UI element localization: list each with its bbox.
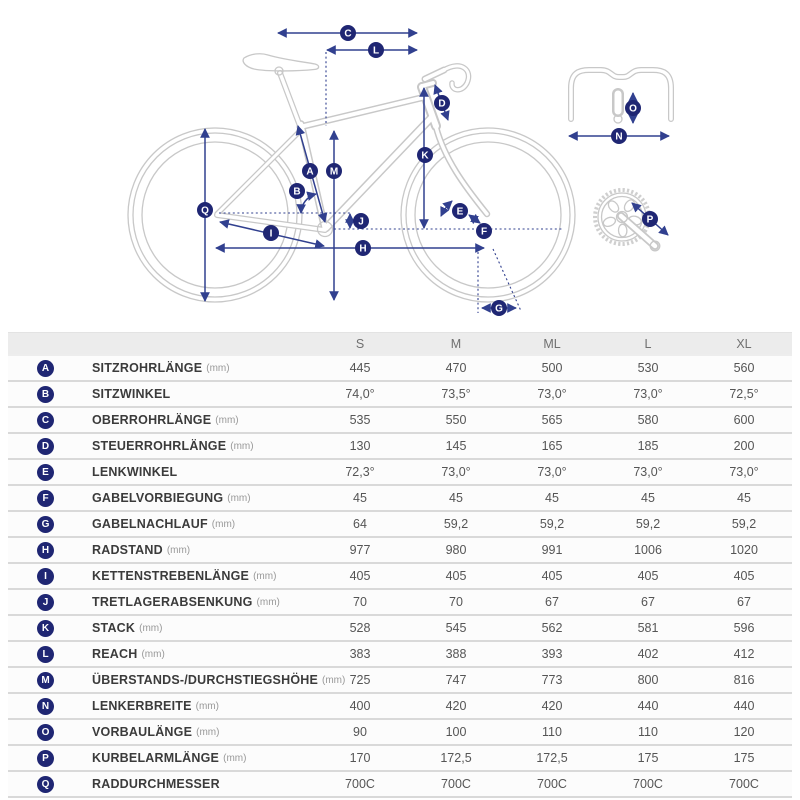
- row-label-cell: [8, 516, 312, 533]
- value-cell: 73,0°: [537, 465, 567, 479]
- value-cell: 73,5°: [441, 387, 471, 401]
- row-badge: F: [37, 490, 54, 507]
- row-label-cell: [8, 412, 312, 429]
- row-label-cell: [8, 776, 312, 793]
- row-label-cell: [8, 620, 312, 637]
- value-cell: 440: [637, 699, 659, 713]
- value-cell: 393: [541, 647, 563, 661]
- table-row: [8, 356, 792, 382]
- row-label-cell: [8, 360, 312, 377]
- value-cell: 470: [445, 361, 467, 375]
- dotted-reference-lines: [219, 52, 563, 313]
- row-label: LENKERBREITE: [92, 699, 192, 713]
- value-cell: 175: [637, 751, 659, 765]
- row-badge: J: [37, 594, 54, 611]
- badge-letter: M: [329, 166, 339, 178]
- row-unit: (mm): [215, 414, 239, 426]
- value-cell: 420: [445, 699, 467, 713]
- value-cell: 747: [445, 673, 467, 687]
- value-cell: 445: [349, 361, 371, 375]
- row-badge: I: [37, 568, 54, 585]
- row-unit: (mm): [166, 544, 191, 556]
- row-unit: (mm): [256, 596, 280, 608]
- badge-letter: N: [615, 131, 623, 143]
- row-unit: (mm): [227, 492, 251, 504]
- value-cell: 816: [733, 673, 755, 687]
- value-cell: 440: [733, 699, 755, 713]
- table-row: [8, 668, 792, 694]
- row-label-cell: [8, 386, 312, 403]
- table-row: [8, 720, 792, 746]
- row-label: TRETLAGERABSENKUNG: [92, 595, 253, 609]
- row-unit: (mm): [253, 570, 277, 582]
- row-badge: H: [37, 542, 54, 559]
- table-header-row: [8, 332, 792, 356]
- value-cell: 1020: [730, 543, 758, 557]
- diagram-badge-l: [368, 42, 384, 58]
- row-badge: M: [37, 672, 54, 689]
- value-cell: 700C: [345, 777, 375, 791]
- table-row: [8, 512, 792, 538]
- row-label-cell: [8, 646, 312, 663]
- value-cell: 773: [541, 673, 563, 687]
- diagram-badge-n: [611, 128, 627, 144]
- value-cell: 400: [349, 699, 371, 713]
- value-cell: 405: [445, 569, 467, 583]
- value-cell: 412: [733, 647, 755, 661]
- value-cell: 45: [449, 491, 463, 505]
- diagram-badge-o: [625, 100, 641, 116]
- diagram-badge-b: [289, 183, 305, 199]
- value-cell: 700C: [729, 777, 759, 791]
- table-row: [8, 772, 792, 798]
- value-cell: 420: [541, 699, 563, 713]
- value-cell: 980: [445, 543, 467, 557]
- row-label-cell: [8, 594, 312, 611]
- row-label: RADSTAND: [92, 543, 163, 557]
- value-cell: 120: [733, 725, 755, 739]
- badge-letter: K: [421, 150, 429, 162]
- value-cell: 565: [541, 413, 563, 427]
- diagram-badge-i: [263, 225, 279, 241]
- value-cell: 100: [445, 725, 467, 739]
- table-row: [8, 564, 792, 590]
- row-label-cell: [8, 750, 312, 767]
- row-badge: N: [37, 698, 54, 715]
- geometry-table: [8, 332, 792, 798]
- row-label: VORBAULÄNGE: [92, 725, 193, 739]
- value-cell: 73,0°: [537, 387, 567, 401]
- value-cell: 172,5: [536, 751, 568, 765]
- row-badge: B: [37, 386, 54, 403]
- value-cell: 800: [637, 673, 659, 687]
- bike-frame: [217, 66, 487, 237]
- row-label: SITZWINKEL: [92, 387, 171, 401]
- diagram-badge-j: [353, 213, 369, 229]
- table-row: [8, 616, 792, 642]
- value-cell: 500: [541, 361, 563, 375]
- diagram-badge-h: [355, 240, 371, 256]
- row-badge: P: [37, 750, 54, 767]
- column-header-ml: ML: [543, 336, 561, 351]
- row-unit: (mm): [211, 518, 236, 530]
- diagram-badge-p: [642, 211, 658, 227]
- handlebar-front-view: [571, 70, 671, 123]
- value-cell: 1006: [634, 543, 662, 557]
- value-cell: 725: [349, 673, 371, 687]
- row-label: GABELNACHLAUF: [92, 517, 208, 531]
- badge-letter: P: [646, 214, 654, 226]
- row-unit: (mm): [230, 440, 254, 452]
- row-badge: A: [37, 360, 54, 377]
- value-cell: 700C: [633, 777, 663, 791]
- column-header-s: S: [355, 336, 365, 351]
- value-cell: 560: [733, 361, 755, 375]
- value-cell: 700C: [441, 777, 471, 791]
- row-label-cell: [8, 542, 312, 559]
- value-cell: 405: [637, 569, 659, 583]
- value-cell: 72,3°: [345, 465, 375, 479]
- column-header-m: M: [450, 336, 462, 351]
- value-cell: 535: [349, 413, 371, 427]
- value-cell: 600: [733, 413, 755, 427]
- value-cell: 90: [353, 725, 367, 739]
- value-cell: 59,2: [731, 517, 757, 531]
- row-badge: L: [37, 646, 54, 663]
- value-cell: 405: [733, 569, 755, 583]
- diagram-badge-f: [476, 223, 492, 239]
- row-label-cell: [8, 568, 312, 585]
- value-cell: 405: [349, 569, 371, 583]
- value-cell: 67: [545, 595, 559, 609]
- row-unit: (mm): [139, 622, 163, 634]
- row-label-cell: [8, 438, 312, 455]
- value-cell: 130: [349, 439, 371, 453]
- badge-letter: H: [359, 243, 367, 255]
- value-cell: 170: [349, 751, 371, 765]
- row-label: GABELVORBIEGUNG: [92, 491, 224, 505]
- value-cell: 172,5: [440, 751, 472, 765]
- badge-letter: A: [306, 166, 314, 178]
- value-cell: 388: [445, 647, 467, 661]
- row-unit: (mm): [196, 726, 220, 738]
- value-cell: 977: [349, 543, 371, 557]
- row-badge: C: [37, 412, 54, 429]
- row-label: SITZROHRLÄNGE: [92, 361, 203, 375]
- value-cell: 550: [445, 413, 467, 427]
- row-label: LENKWINKEL: [92, 465, 178, 479]
- value-cell: 45: [737, 491, 751, 505]
- badge-letter: L: [372, 45, 380, 57]
- value-cell: 700C: [537, 777, 567, 791]
- row-badge: D: [37, 438, 54, 455]
- value-cell: 70: [449, 595, 463, 609]
- table-row: [8, 538, 792, 564]
- badge-letter: J: [358, 216, 364, 228]
- diagram-badge-d: [434, 95, 450, 111]
- badge-letter: O: [629, 103, 637, 115]
- bike-geometry-diagram: [0, 0, 800, 332]
- diagram-badge-k: [417, 147, 433, 163]
- diagram-badge-q: [197, 202, 213, 218]
- value-cell: 580: [637, 413, 659, 427]
- value-cell: 383: [349, 647, 371, 661]
- badge-letter: Q: [201, 205, 209, 217]
- row-label-cell: [8, 490, 312, 507]
- table-row: [8, 746, 792, 772]
- diagram-badge-e: [452, 203, 468, 219]
- value-cell: 165: [541, 439, 563, 453]
- badge-letter: E: [456, 206, 464, 218]
- row-label-cell: [8, 464, 312, 481]
- table-row: [8, 486, 792, 512]
- value-cell: 45: [353, 491, 367, 505]
- value-cell: 73,0°: [729, 465, 759, 479]
- value-cell: 175: [733, 751, 755, 765]
- table-body: [8, 356, 792, 798]
- row-unit: (mm): [141, 648, 165, 660]
- value-cell: 405: [541, 569, 563, 583]
- value-cell: 402: [637, 647, 659, 661]
- value-cell: 59,2: [635, 517, 661, 531]
- value-cell: 67: [641, 595, 655, 609]
- value-cell: 59,2: [443, 517, 469, 531]
- table-row: [8, 590, 792, 616]
- value-cell: 70: [353, 595, 367, 609]
- value-cell: 528: [349, 621, 371, 635]
- diagram-badge-a: [302, 163, 318, 179]
- value-cell: 545: [445, 621, 467, 635]
- table-row: [8, 460, 792, 486]
- value-cell: 110: [542, 725, 562, 739]
- row-label: ÜBERSTANDS-/DURCHSTIEGSHÖHE: [92, 673, 319, 687]
- row-unit: (mm): [322, 674, 346, 686]
- table-row: [8, 434, 792, 460]
- diagram-badge-m: [326, 163, 342, 179]
- row-label: STEUERROHRLÄNGE: [92, 439, 227, 453]
- badge-letter: F: [480, 226, 488, 238]
- value-cell: 581: [637, 621, 659, 635]
- column-header-l: L: [644, 336, 652, 351]
- value-cell: 145: [445, 439, 467, 453]
- row-unit: (mm): [223, 752, 247, 764]
- row-badge: K: [37, 620, 54, 637]
- row-badge: O: [37, 724, 54, 741]
- value-cell: 200: [733, 439, 755, 453]
- row-label: RADDURCHMESSER: [92, 777, 220, 791]
- value-cell: 64: [353, 517, 367, 531]
- row-label-cell: [8, 698, 312, 715]
- row-label: OBERROHRLÄNGE: [92, 413, 212, 427]
- badge-letter: B: [293, 186, 301, 198]
- value-cell: 596: [733, 621, 755, 635]
- value-cell: 185: [637, 439, 659, 453]
- row-label: STACK: [92, 621, 136, 635]
- value-cell: 45: [641, 491, 655, 505]
- value-cell: 530: [637, 361, 659, 375]
- value-cell: 67: [737, 595, 751, 609]
- table-row: [8, 642, 792, 668]
- row-badge: Q: [37, 776, 54, 793]
- value-cell: 74,0°: [345, 387, 375, 401]
- value-cell: 991: [541, 543, 563, 557]
- diagram-badge-c: [340, 25, 356, 41]
- value-cell: 73,0°: [633, 465, 663, 479]
- table-row: [8, 694, 792, 720]
- value-cell: 59,2: [539, 517, 565, 531]
- value-cell: 110: [638, 725, 658, 739]
- row-label-cell: [8, 724, 312, 741]
- value-cell: 73,0°: [633, 387, 663, 401]
- row-label: KURBELARMLÄNGE: [92, 751, 220, 765]
- badge-letter: D: [438, 98, 446, 110]
- value-cell: 562: [541, 621, 563, 635]
- row-label: REACH: [92, 647, 138, 661]
- row-badge: E: [37, 464, 54, 481]
- column-header-xl: XL: [736, 336, 752, 351]
- row-badge: G: [37, 516, 54, 533]
- badge-letter: I: [269, 228, 273, 240]
- value-cell: 72,5°: [729, 387, 759, 401]
- row-unit: (mm): [206, 362, 230, 374]
- table-row: [8, 408, 792, 434]
- row-unit: (mm): [195, 700, 219, 712]
- row-label: KETTENSTREBENLÄNGE: [92, 569, 250, 583]
- table-row: [8, 382, 792, 408]
- value-cell: 45: [545, 491, 559, 505]
- value-cell: 73,0°: [441, 465, 471, 479]
- diagram-badge-g: [491, 300, 507, 316]
- row-label-cell: [8, 672, 346, 689]
- badge-letter: G: [495, 303, 503, 315]
- badge-letter: C: [344, 28, 352, 40]
